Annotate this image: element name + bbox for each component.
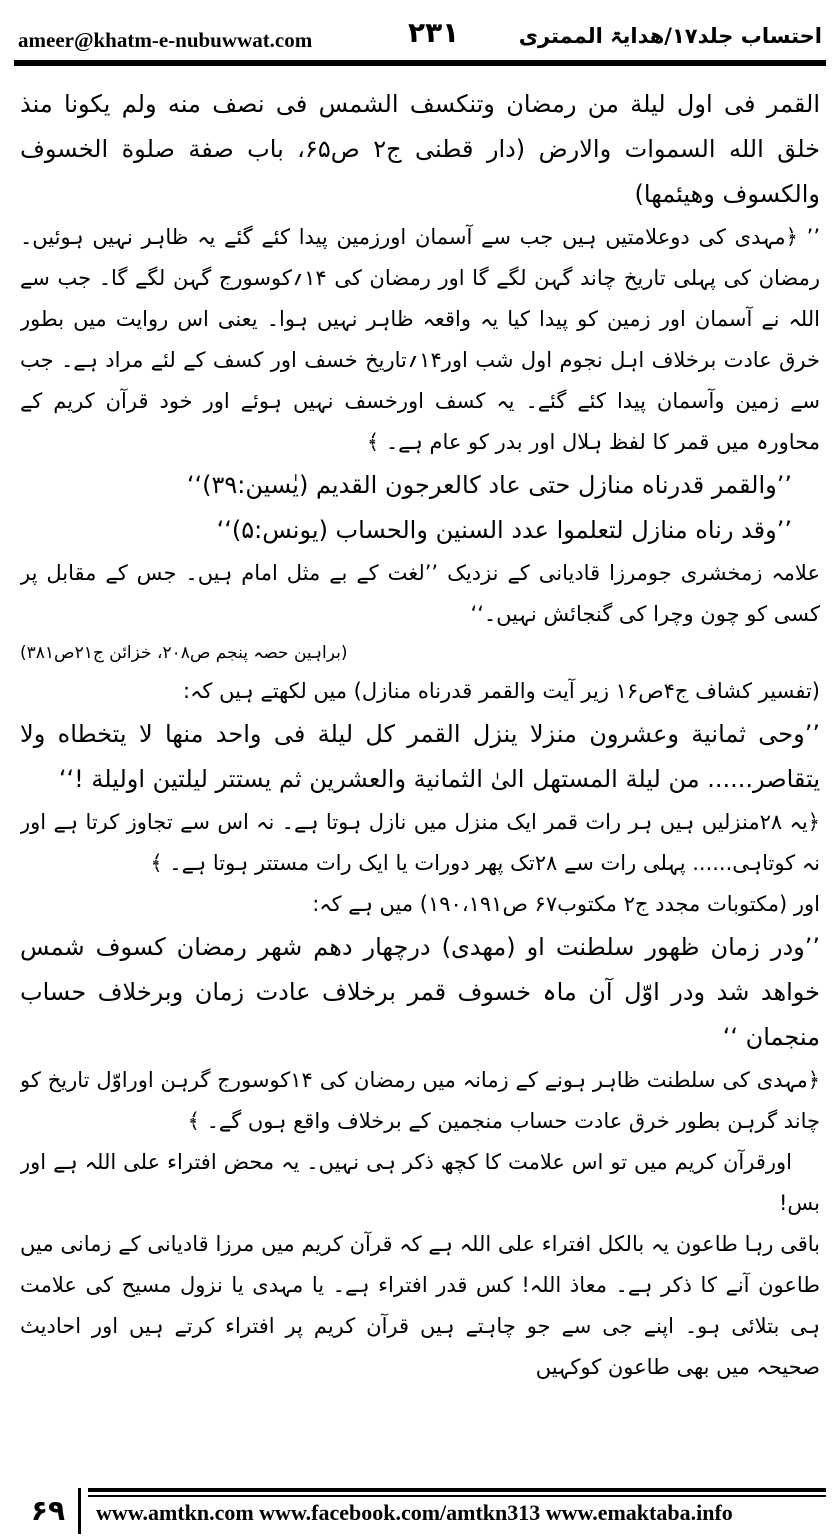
footer-rule <box>88 1488 826 1492</box>
page-header <box>14 8 826 56</box>
page-body <box>20 82 820 1460</box>
header-book-title: احتساب جلد۱۷/ھدایۃ الممتری <box>518 24 822 48</box>
quran-quote-1: ’’والقمر قدرناه منازل حتی عاد کالعرجون القدیم (یٰسین:۳۹)‘‘ <box>186 471 792 499</box>
footer-rule-thin <box>88 1495 826 1497</box>
quran-paragraph: اورقرآن کریم میں تو اس علامت کا کچھ ذکر ہی نہیں۔ یہ محض افتراء علی اللہ ہے اور بس! <box>20 1150 820 1215</box>
header-email: ameer@khatm-e-nubuwwat.com <box>18 28 313 52</box>
urdu-translation-1: ’’ ﴿مہدی کی دوعلامتیں ہیں جب سے آسمان اورزمین پیدا کئے گئے یہ ظاہر نہیں ہوئیں۔ رمضان کی پہلی تاریخ چاند گہن لگے گا اور رمضان کی ۱۴؍کوسورج گہن لگے گا۔ جب سے اللہ نے آسمان اور زمین کو پیدا کیا یہ واقعہ ظاہر نہیں ہوا۔ یعنی اس روایت میں بطور خرق عادت برخلاف اہل نجوم اول شب اور۱۴؍تاریخ خسف اور کسف کے لئے مراد ہے۔ جب سے زمین وآسمان پیدا کئے گئے۔ یہ کسف اورخسف نہیں ہوئے اور خود قرآن کریم کے محاورہ میں قمر کا لفظ ہلال اور بدر کو عام ہے۔ ﴾ <box>20 225 820 454</box>
maktubat-persian: ’’ودر زمان ظھور سلطنت او (مھدی) درچھار دھم شھر رمضان کسوف شمس خواھد شد ودر اوّل آن ماہ خسوف قمر برخلاف عادت زمان وبرخلاف حساب منجمان ‘‘ <box>20 933 820 1051</box>
quran-quote-2: ’’وقد رناه منازل لتعلموا عدد السنین والحساب (یونس:۵)‘‘ <box>216 516 792 544</box>
header-rule <box>14 60 826 66</box>
footer-links: www.amtkn.com www.facebook.com/amtkn313 www.emaktaba.info <box>96 1500 733 1525</box>
arabic-hadith: القمر فی اول لیلة من رمضان وتنکسف الشمس فی نصف منه ولم یکونا منذ خلق الله السموات والارض (دار قطنی ج۲ ص۶۵، باب صفة صلوة الخسوف والکسوف وھیئمھا) <box>20 90 820 208</box>
maktubat-intro: اور (مکتوبات مجدد ج۲ مکتوب۶۷ ص۱۹۰،۱۹۱) میں ہے کہ: <box>312 892 820 916</box>
maktubat-urdu: ﴿مہدی کی سلطنت ظاہر ہونے کے زمانہ میں رمضان کی ۱۴کوسورج گرہن اوراوّل تاریخ کو چاند گرہن بطور خرق عادت حساب منجمین کے برخلاف واقع ہوں گے۔ ﴾ <box>20 1068 820 1133</box>
tafsir-intro: (تفسیر کشاف ج۴ص۱۶ زیر آیت والقمر قدرناه منازل) میں لکھتے ہیں کہ: <box>183 679 820 703</box>
taun-paragraph: باقی رہا طاعون یہ بالکل افتراء علی اللہ ہے کہ قرآن کریم میں مرزا قادیانی کے زمانی میں طاعون آنے کا ذکر ہے۔ معاذ اللہ! کس قدر افتراء ہے۔ یا مہدی یا نزول مسیح کی علامت ہی بتلائی ہو۔ اپنے جی سے جو چاہتے ہیں قرآن کریم پر افتراء کرتے ہیں اور احادیث صحیحہ میں بھی طاعون کوکہیں <box>20 1232 820 1379</box>
hadith-reference: (دار قطنی ج۲ ص۶۵، باب صفة صلوة الخسوف والکسوف وھیئمھا) <box>20 135 820 208</box>
footer-page-number: ۶۹ <box>18 1488 81 1534</box>
page-footer <box>0 1488 840 1536</box>
zamakhshari-note: علامہ زمخشری جومرزا قادیانی کے نزدیک ’’لغت کے بے مثل امام ہیں۔ جس کے مقابل پر کسی کو چون وچرا کی گنجائش نہیں۔‘‘ <box>20 561 820 626</box>
baraheen-reference: (براہین حصہ پنجم ص۲۰۸، خزائن ج۲۱ص۳۸۱) <box>20 643 348 663</box>
tafsir-urdu: ﴿یہ ۲۸منزلیں ہیں ہر رات قمر ایک منزل میں نازل ہوتا ہے۔ نہ اس سے تجاوز کرتا ہے اور نہ کوتاہی...... پہلی رات سے ۲۸تک پھر دورات یا ایک رات مستتر ہوتا ہے۔ ﴾ <box>20 810 820 875</box>
header-page-number: ۲۳۱ <box>408 16 460 49</box>
tafsir-arabic: ’’وحی ثمانیة وعشرون منزلا ینزل القمر کل لیلة فی واحد منھا لا یتخطاه ولا یتقاصر...... من لیلة المستھل الیٰ الثمانیة والعشرین ثم یستتر لیلتین اولیلة !‘‘ <box>20 720 820 793</box>
